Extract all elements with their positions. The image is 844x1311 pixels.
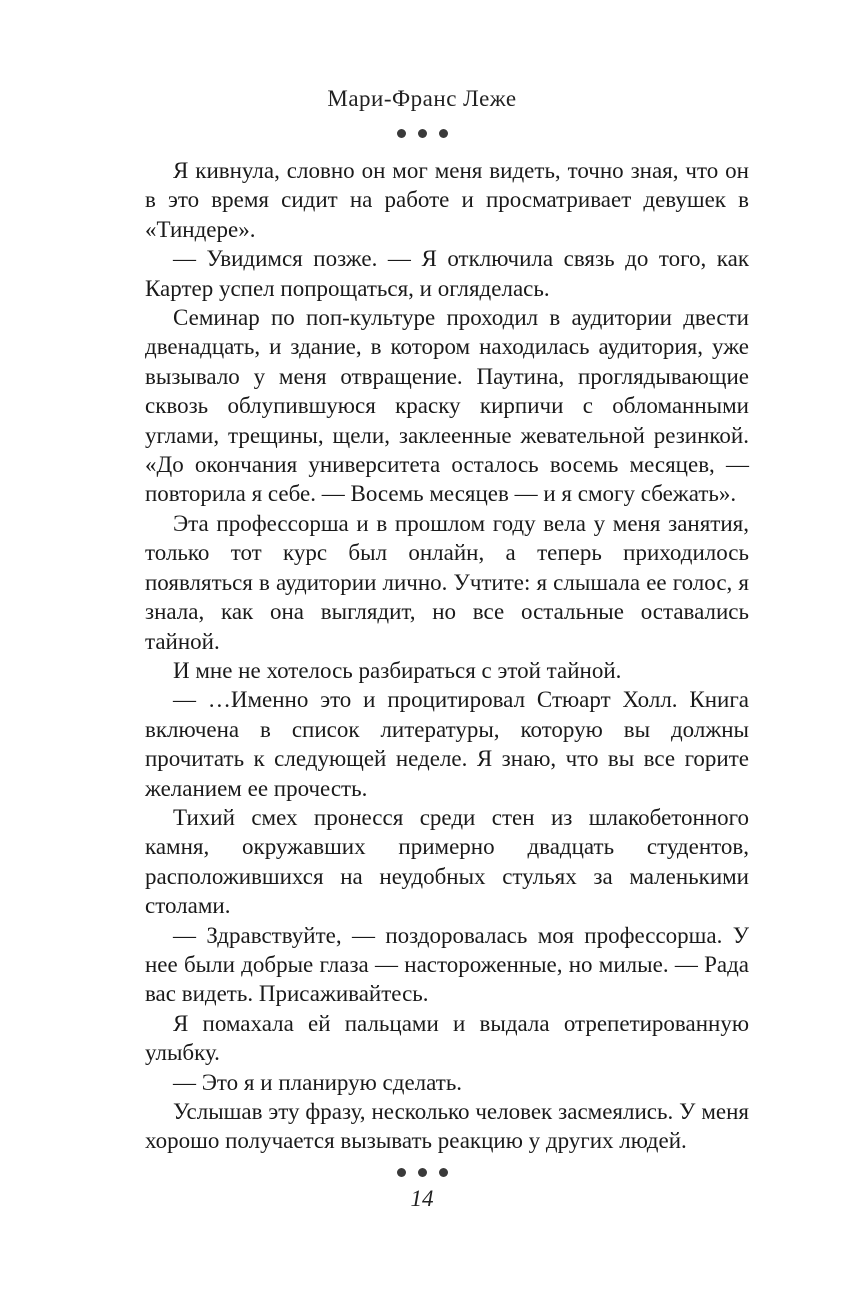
- ornament-dot-icon: [397, 129, 406, 138]
- running-head-author: Мари-Франс Леже: [327, 86, 517, 111]
- ornament-dot-icon: [439, 1168, 448, 1177]
- paragraph: — Увидимся позже. — Я отключила связь до того, как Картер успел попрощаться, и огляделась.: [145, 246, 749, 301]
- paragraph: Эта профессорша и в прошлом году вела у меня занятия, только тот курс был онлайн, а теперь приходилось появляться в аудитории лично. Учтите: я слышала ее голос, я знала, как она выглядит, но все остальные оставались тайной.: [145, 510, 749, 654]
- paragraph: Тихий смех пронесся среди стен из шлакобетонного камня, окружавших примерно двадцать студентов, расположившихся на неудобных стульях за маленькими столами.: [145, 804, 749, 919]
- paragraph: И мне не хотелось разбираться с этой тайной.: [173, 657, 622, 683]
- paragraph: Услышав эту фразу, несколько человек засмеялись. У меня хорошо получается вызывать реакцию у других людей.: [145, 1099, 749, 1154]
- page-number: 14: [410, 1186, 434, 1211]
- paragraph: Я помахала ей пальцами и выдала отрепетированную улыбку.: [145, 1010, 749, 1066]
- ornament-dot-icon: [439, 129, 448, 138]
- paragraph: Я кивнула, словно он мог меня видеть, точно зная, что он в это время сидит на работе и просматривает девушек в «Тиндере».: [145, 158, 749, 242]
- paragraph: — Это я и планирую сделать.: [173, 1069, 463, 1095]
- ornament-dot-icon: [418, 1168, 427, 1177]
- paragraph: — Здравствуйте, — поздоровалась моя профессорша. У нее были добрые глаза — настороженные, но милые. — Рада вас видеть. Присаживайтесь.: [145, 922, 749, 1007]
- paragraph: Семинар по поп-культуре проходил в аудитории двести двенадцать, и здание, в котором находилась аудитория, уже вызывало у меня отвращение. Паутина, проглядывающие сквозь облупившуюся краску кирпичи с обломанными углами, трещины, щели, заклеенные жевательной резинкой. «До окончания университета осталось восемь месяцев, — повторила я себе. — Восемь месяцев — и я смогу сбежать».: [145, 305, 749, 507]
- ornament-dot-icon: [397, 1168, 406, 1177]
- bottom-ornament: [0, 1163, 844, 1177]
- body-text: [145, 156, 749, 1156]
- top-ornament: [0, 124, 844, 138]
- ornament-dot-icon: [418, 129, 427, 138]
- paragraph: — …Именно это и процитировал Стюарт Холл. Книга включена в список литературы, которую вы должны прочитать к следующей неделе. Я знаю, что вы все горите желанием ее прочесть.: [145, 687, 749, 801]
